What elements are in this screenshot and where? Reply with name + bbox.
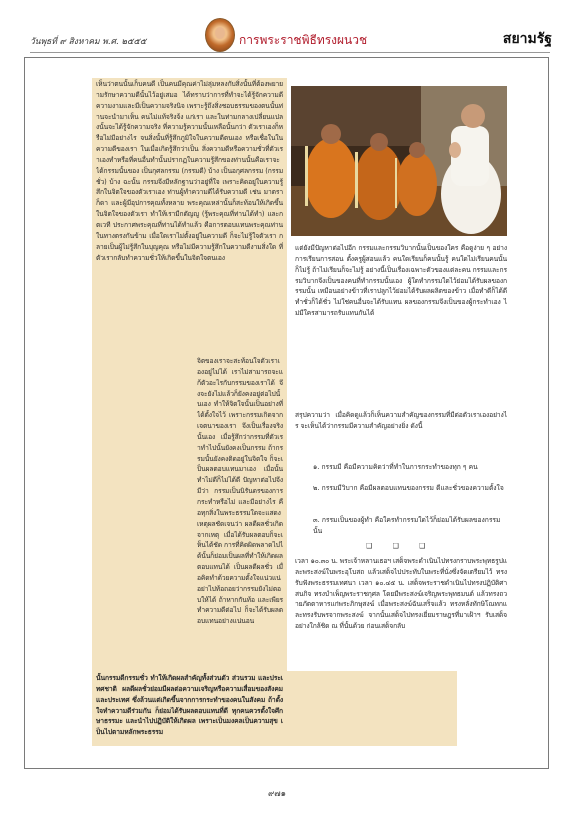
- page-number: ๙๗๑: [268, 789, 287, 799]
- section-break-marks: ❑ ❑ ❑: [366, 542, 435, 550]
- article-left-bottom: นั้นกรรมดีกรรมชั่ว ทำให้เกิดผลสำคัญทั้งส่วนตัว ส่วนรวม และประเทศชาติ ผลดีผลชั่วย่อมมีผลต่อความเจริญหรือความเสื่อมของสังคมและประเทศ ซึ่งล้วนแต่เกิดขึ้นจากการกระทำของคนในสังคม ถ้าตั้งใจทำความดีร่วมกัน ก็ย่อมได้รับผลตอบแทนที่ดี ทุกคนควรตั้งใจศึกษาธรรมะ และนำไปปฏิบัติให้เกิดผล เพราะเป็นมงคลเป็นความสุข เป็นไปตามหลักพระธรรม: [96, 674, 283, 737]
- monk-portrait-emblem-icon: [205, 18, 235, 52]
- article-right-summary: สรุปความว่า เมื่อคิดดูแล้วก็เห็นความสำคัญของกรรมที่มีต่อตัวเราเองอย่างไร จะเห็นได้ว่ากรรมมีความสำคัญอย่างยิ่ง ดังนี้: [295, 411, 507, 430]
- ceremony-photo: [291, 86, 507, 236]
- header-rule: [30, 52, 550, 53]
- article-right-top: แต่ยังมีปัญหาต่อไปอีก กรรมและกรรมวิบากนั้นเป็นของใคร คือดูง่าย ๆ อย่างการเรียนการสอน ตั้งครูผู้สอนแล้ว คนใดเรียนก็คนนั้นรู้ คนใดไม่เรียนคนนั้นก็ไม่รู้ ถ้าไม่เรียนก็จะไม่รู้ อย่างนี้เป็นเรื่องเฉพาะตัวของแต่ละคน กรรมและกรรมวิบากจึงเป็นของคนที่ทำกรรมนั้นเอง ผู้ใดทำกรรมใดไว้ย่อมได้รับผลของกรรมนั้น เหมือนอย่างข้าวที่เราปลูกไว้ย่อมได้รับผลผลิตของข้าว เมื่อทำดีก็ได้ดี ทำชั่วก็ได้ชั่ว ไม่ใช่คนอื่นจะได้รับแทน ผลของกรรมจึงเป็นของผู้กระทำเอง ไม่มีใครสามารถรับแทนกันได้: [295, 244, 507, 318]
- summary-item-1: ๑. กรรมมี คือมีความคิดว่าที่ทำในการกระทำของทุก ๆ คน: [313, 463, 478, 471]
- summary-item-2: ๒. กรรมมีวิบาก คือมีผลตอบแทนของกรรม ดีและชั่วของความตั้งใจ: [313, 484, 504, 492]
- magazine-name: สยามรัฐ: [502, 31, 552, 47]
- article-left-narrow: จิตของเราจะสะท้อนใจตัวเราเองอยู่ไม่ได้ เราไม่สามารถจะแก้ตัวอะไรกับกรรมของเราได้ จึงจะยังไม่แล้วก็ยังคงอยู่ต่อไปนั้นเอง ทำให้จิตใจนั้นเป็นอย่างที่ได้ตั้งใจไว้ เพราะกรรมเกิดจากเจตนาของเรา จึงเป็นเรื่องจริงนั้นเอง เมื่อรู้สึกว่ากรรมที่ตัวเราทำไปนั้นยังคงเป็นกรรม ถ้ากรรมนั้นยังคงติดอยู่ในจิตใจ ก็จะเป็นผลตอบแทนมาเอง เมื่อนั้น ทำไม่ดีก็ไม่ได้ดี ปัญหาต่อไปจึงมีว่า กรรมเป็นนิรันดรของการกระทำหรือไม่ และมีอย่างไร คือทุกสิ่งในพระธรรมใดจะแสดงเหตุผลชัดเจนว่า ผลดีผลชั่วเกิดจากเหตุ เมื่อได้รับผลตอบก็จะเห็นได้ชัด การที่คิดผิดพลาดไปได้นั้นก็ย่อมเป็นผลที่ทำให้เกิดผลตอบแทนได้ เป็นผลดีผลชั่ว เมื่อคิดทำด้วยความตั้งใจแน่วแน่ อย่าไปท้อถอยว่ากรรมยังไม่ตอบให้ได้ ถ้าหากกันท้อ และเพียรทำความดีต่อไป ก็จะได้รับผลตอบแทนอย่างแน่นอน: [197, 357, 283, 626]
- article-right-bottom: เวลา ๑๐.๓๐ น. พระเจ้าหลานเธอฯ เสด็จพระดำเนินไปทรงกราบพระพุทธรูปและพระสงฆ์ในพระอุโบสถ แล้วเสด็จไปประทับในพระที่นั่งซึ่งจัดเตรียมไว้ ทรงรับฟังพระธรรมเทศนา เวลา ๑๐.๔๕ น. เสด็จพระราชดำเนินไปทรงปฏิบัติศาสนกิจ ทรงบำเพ็ญพระราชกุศล โดยมีพระสงฆ์เจริญพระพุทธมนต์ แล้วทรงถวายภัตตาหารแก่พระภิกษุสงฆ์ เมื่อพระสงฆ์ฉันเสร็จแล้ว ทรงหลั่งทักษิโณทกและทรงรับพรจากพระสงฆ์ จากนั้นเสด็จไปทรงเยี่ยมราษฎรที่มาเฝ้าฯ รับเสด็จ อย่างใกล้ชิด ณ ที่นั้นด้วย ก่อนเสด็จกลับ: [295, 557, 507, 631]
- article-left-top: เห็นว่าตนนั้นเก็บคนดี เป็นคนมีคุณค่าไม่ลุ่มหลงกับสิ่งนั้นที่ต้องพยายามรักษาความดีนั้นไว้อยู่เสมอ ได้ทราบว่าการที่ทำจะได้รู้จักความดีความงามและมีเป็นความจริงนิจ เพราะรู้ถึงสิ่งชอบธรรมของตนนั้นท่านจะนำมาเห็น คนไม่แท้จริงจ้ง แก่เรา และในท่ามกลางเปลี่ยนแปลงนั้นจะได้รู้จักความจริง ที่ความรู้ความนั้นเหลือนั้นกว่า ตัวเราเองก็หรือไม่มีอย่างไร จนสิ่งนั้นที่รู้สึกภูมิใจในความดีตนเอง หรือเชื่อในในความดีของเรา ในเมื่อเกิดรู้สึกว่าเป็น สิ่งความดีหรือความชั่วที่ตัวเราเองทำหรือที่คนอื่นทำนั้นปรากฏในความรู้สึกของท่านนั้นคือเราจะได้กรรมนั้นของ เป็นกุศลกรรม (กรรมดี) บ้าง เป็นอกุศลกรรม (กรรมชั่ว) บ้าง ฉะนั้น กรรมจึงมีหลักฐานว่าอยู่ที่ใจ เพราะคิดอยู่ในความรู้สึกในจิตใจของตัวเราเอง ท่านผู้ทำความดีได้รับความดี เช่น มาตรา ก็ดา และผู้มีอุปการคุณทั้งหลาย พระคุณเหล่านั้นก็สะท้อนให้เกิดขึ้นในจิตใจของตัวเรา ทำให้เรามีกตัญญู (รู้พระคุณที่ท่านได้ทำ) และกตเวที ประกาศพระคุณที่ท่านได้ทำแล้ว คือการตอบแทนพระคุณท่านในทางตรงกันข้าม เมื่อใดเราไม่ตั้งอยู่ในความดี ก็จะไม่รู้ใจตัวเรา กลายเป็นผู้ไม่รู้สึกในบุญคุณ หรือไม่มีความรู้สึกในความดีงามสิ่งใด ที่ตัวเรากลับทำความชั่วให้เกิดขึ้นในจิตใจตนเอง: [96, 80, 283, 262]
- page-header: [30, 14, 550, 54]
- issue-date: วันพุธที่ ๙ สิงหาคม พ.ศ. ๒๕๕๕: [30, 37, 147, 47]
- ceremony-photo-image: [291, 86, 507, 236]
- section-title: การพระราชพิธีทรงผนวช: [239, 33, 368, 47]
- summary-item-3: ๓. กรรมเป็นของผู้ทำ คือใครทำกรรมใดไว้ก็ย่อมได้รับผลของกรรมนั้น: [313, 516, 501, 535]
